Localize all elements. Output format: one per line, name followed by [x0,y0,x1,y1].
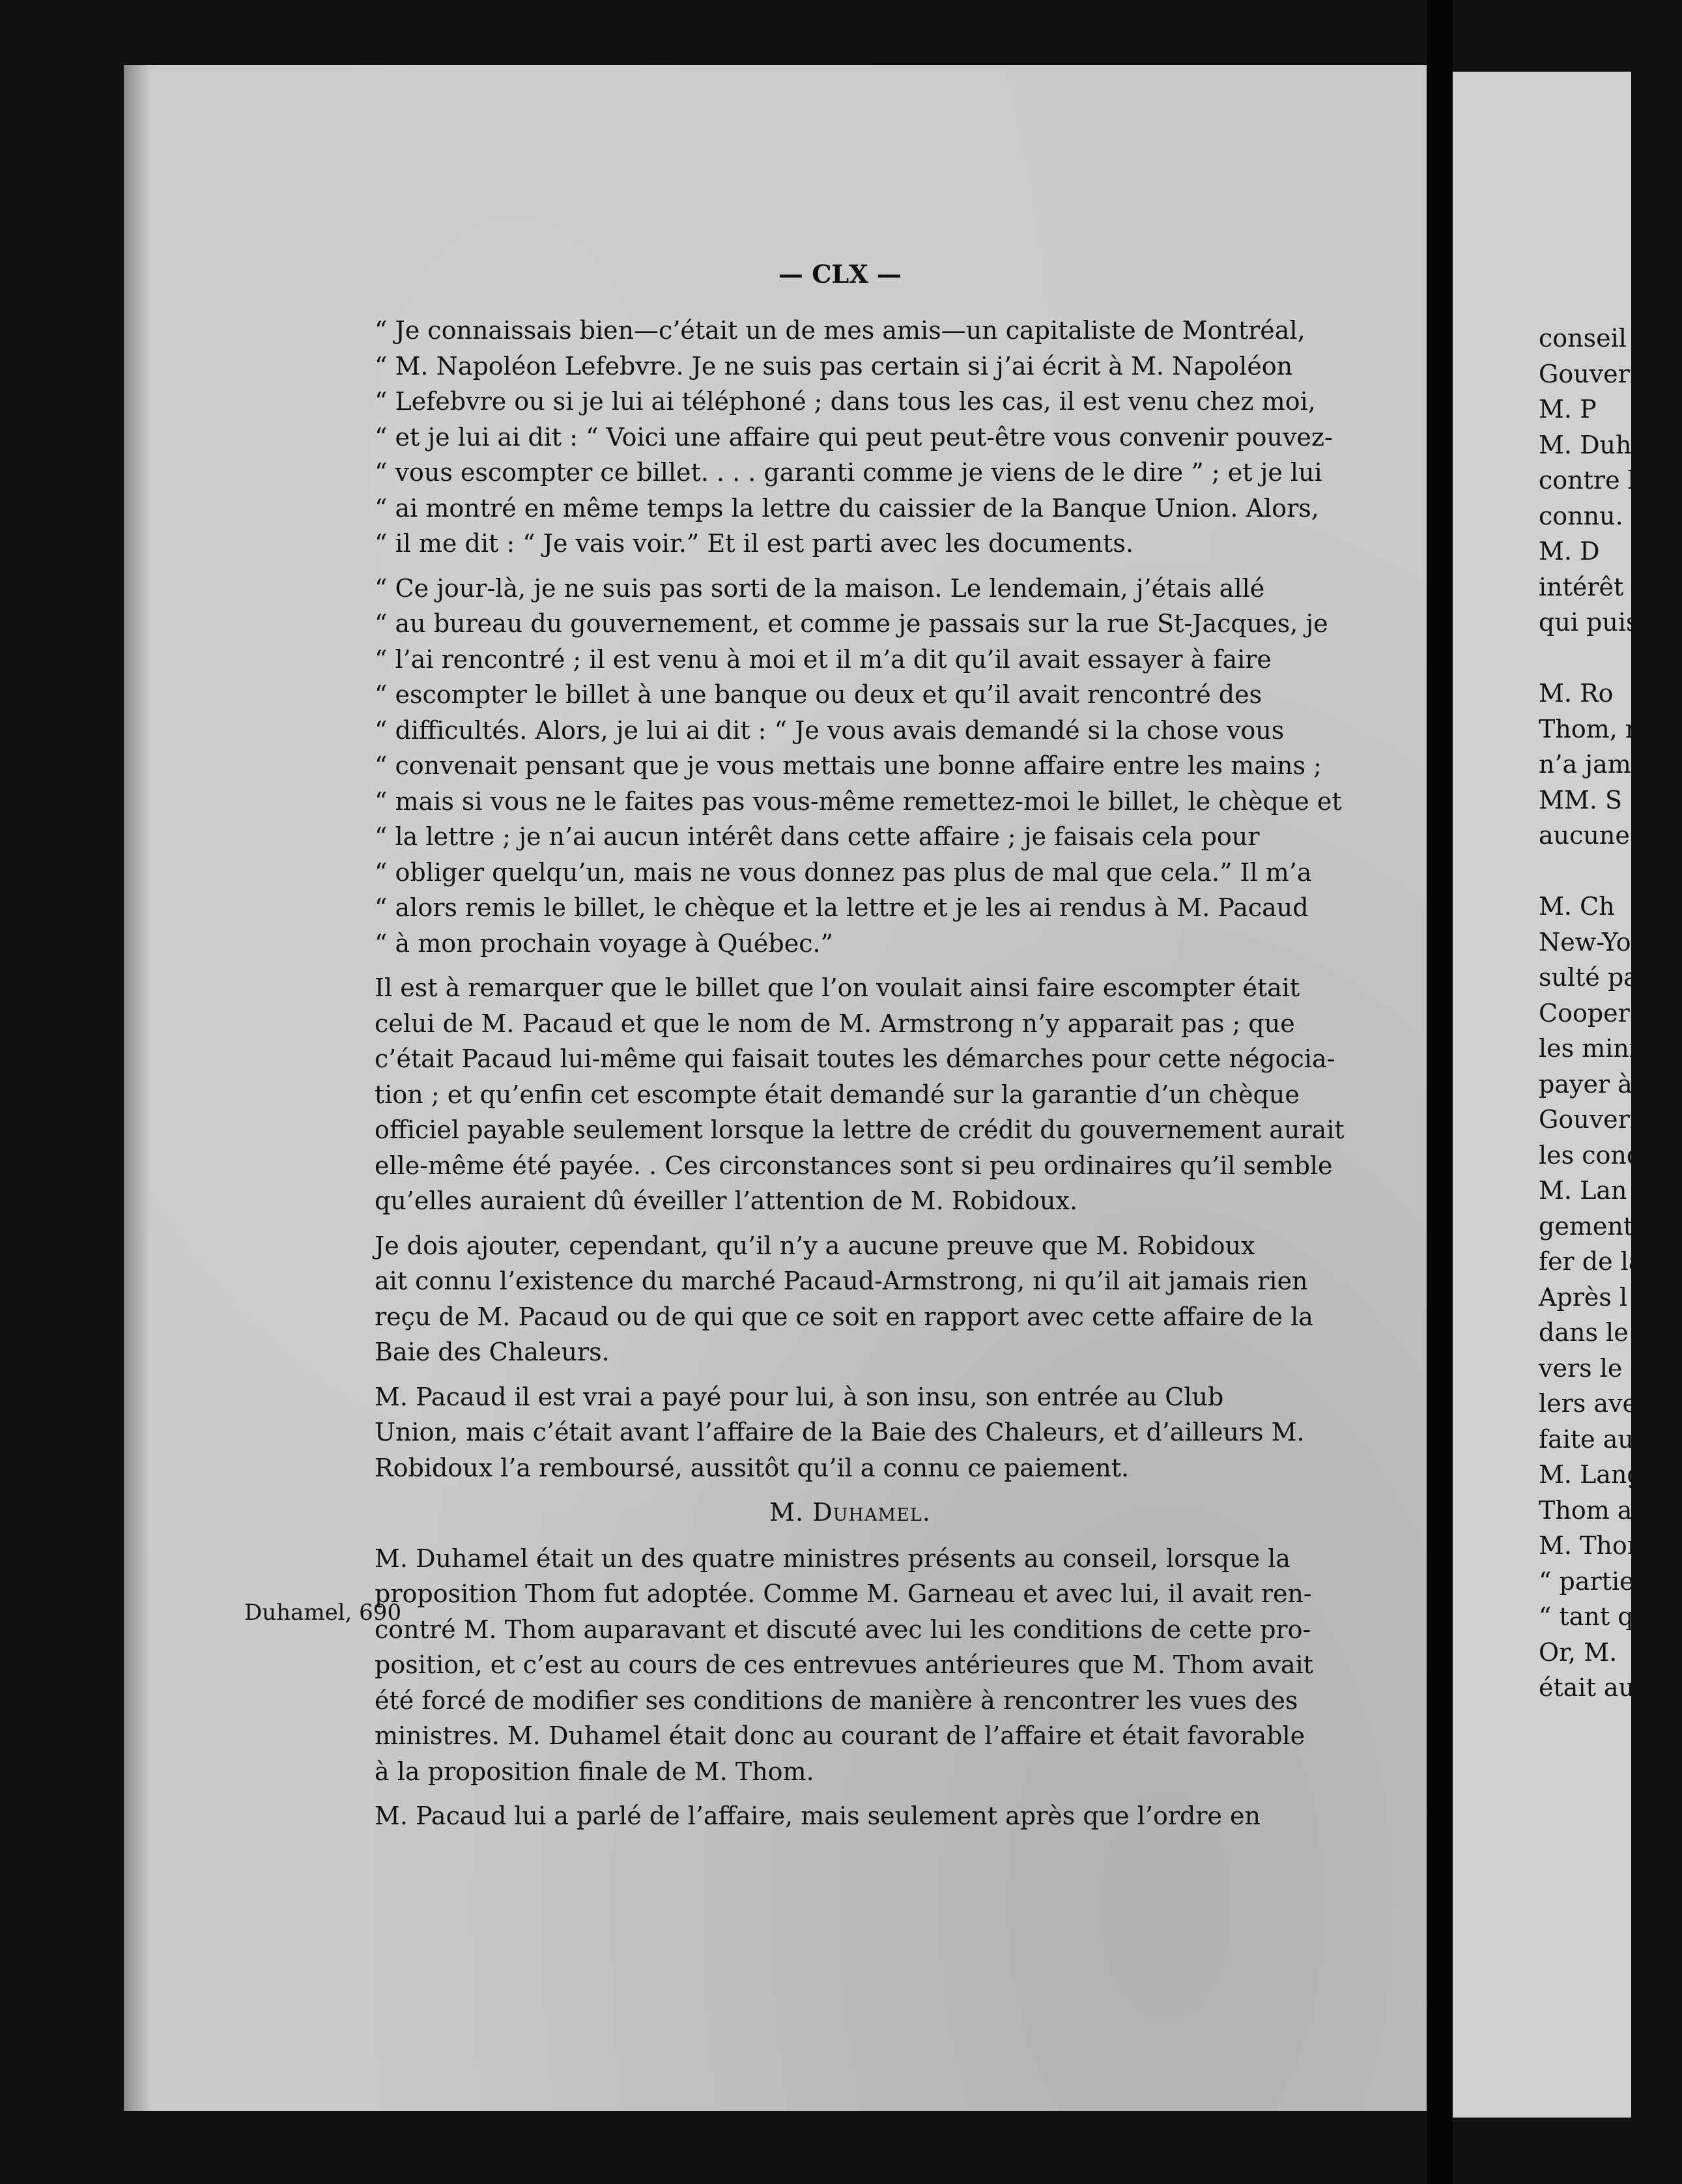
main-text [375,313,1345,1843]
text-line: “ alors remis le billet, le chèque et la lettre et je les ai rendus à M. Pacaud [375,893,1309,922]
text-line: M. Duhamel était un des quatre ministres présents au conseil, lorsque la [375,1544,1290,1573]
right-page-line: M. Lan [1539,1176,1627,1205]
text-line: “ la lettre ; je n’ai aucun intérêt dans cette affaire ; je faisais cela pour [375,822,1260,851]
text-line: “ au bureau du gouvernement, et comme je passais sur la rue St-Jacques, je [375,609,1328,638]
right-page-line: M. P [1539,395,1597,424]
text-line: “ M. Napoléon Lefebvre. Je ne suis pas certain si j’ai écrit à M. Napoléon [375,351,1293,381]
right-page-line: Gouvern [1539,359,1646,388]
text-line: reçu de M. Pacaud ou de qui que ce soit en rapport avec cette affaire de la [375,1302,1313,1331]
text-line: Robidoux l’a remboursé, aussitôt qu’il a connu ce paiement. [375,1453,1130,1482]
text-line: tion ; et qu’enfin cet escompte était demandé sur la garantie d’un chèque [375,1080,1300,1109]
paragraph [375,970,1345,1219]
right-page-line: faite au n [1539,1424,1658,1454]
text-line: “ obliger quelqu’un, mais ne vous donnez pas plus de mal que cela.” Il m’a [375,857,1312,887]
text-line: “ l’ai rencontré ; il est venu à moi et il m’a dit qu’il avait essayer à faire [375,644,1272,674]
text-line: “ il me dit : “ Je vais voir.” Et il est parti avec les documents. [375,529,1133,558]
text-line: à la proposition finale de M. Thom. [375,1757,814,1786]
right-page-line: connu. [1539,501,1623,530]
text-line: c’était Pacaud lui-même qui faisait toutes les démarches pour cette négocia- [375,1044,1335,1073]
text-line: “ Ce jour-là, je ne suis pas sorti de la maison. Le lendemain, j’étais allé [375,573,1265,603]
paragraph [375,1798,1326,1834]
paragraph [375,571,1342,962]
right-page-line: fer de la [1539,1247,1644,1276]
text-line: “ escompter le billet à une banque ou deux et qu’il avait rencontré des [375,680,1262,709]
right-page-line: sulté par [1539,963,1651,992]
right-page-line: les condit [1539,1140,1661,1170]
paragraph [375,1228,1326,1370]
paragraphs-before-heading [375,313,1345,1486]
right-page-line: New-Yor [1539,927,1643,956]
text-line: “ Je connaissais bien—c’était un de mes amis—un capitaliste de Montréal, [375,316,1305,345]
right-page-line [1539,640,1682,676]
right-page-line: conseil [1539,324,1627,352]
right-page-line: lers avec [1539,1389,1651,1418]
section-heading: M. Duhamel. [769,1498,931,1527]
text-line: elle-même été payée. . Ces circonstances sont si peu ordinaires qu’il semble [375,1151,1333,1180]
right-page-line: dans le su [1539,1318,1665,1347]
text-line: Union, mais c’était avant l’affaire de la Baie des Chaleurs, et d’ailleurs M. [375,1418,1305,1446]
text-line: “ à mon prochain voyage à Québec.” [375,928,834,958]
text-line: proposition Thom fut adoptée. Comme M. Garneau et avec lui, il avait ren- [375,1579,1312,1608]
right-page-line: n’a jama [1539,750,1646,779]
text-line: officiel payable seulement lorsque la lettre de crédit du gouvernement aurait [375,1115,1345,1144]
right-page-line: qui puis [1539,608,1639,637]
right-page-line [1539,854,1682,889]
right-page-line: les minis [1539,1034,1650,1063]
right-page-text [1539,321,1682,1706]
text-line: Je dois ajouter, cependant, qu’il n’y a aucune preuve que M. Robidoux [375,1231,1255,1260]
right-page-line: contre l [1539,466,1636,495]
page-number: — CLX — [778,259,902,289]
paragraph [375,1541,1326,1790]
right-page-line: M. Ro [1539,679,1614,708]
paragraph [375,1379,1326,1486]
text-line: ait connu l’existence du marché Pacaud-Armstrong, ni qu’il ait jamais rien [375,1267,1308,1295]
right-page-line: M. Ch [1539,892,1615,921]
text-line: qu’elles auraient dû éveiller l’attention de M. Robidoux. [375,1186,1078,1215]
right-page-line: était aussi [1539,1673,1668,1702]
right-page-line: M. Langel [1539,1460,1666,1489]
text-line: “ convenait pensant que je vous mettais une bonne affaire entre les mains ; [375,751,1322,780]
text-line: “ mais si vous ne le faites pas vous-même remettez-moi le billet, le chèque et [375,786,1342,816]
text-line: position, et c’est au cours de ces entrevues antérieures que M. Thom avait [375,1650,1313,1679]
page-shadow [124,65,150,2111]
text-line: Baie des Chaleurs. [375,1338,610,1366]
right-page-line: M. Duh [1539,430,1632,459]
paragraph [375,313,1333,562]
text-line: “ et je lui ai dit : “ Voici une affaire qui peut peut-être vous convenir pouvez- [375,422,1333,452]
paragraphs-after-heading [375,1541,1326,1834]
text-line: contré M. Thom auparavant et discuté avec lui les conditions de cette pro- [375,1615,1311,1644]
right-page-line: Or, M. [1539,1637,1618,1667]
text-line: “ vous escompter ce billet. . . . garanti comme je viens de le dire ” ; et je lui [375,458,1322,487]
right-page-line: payer à t [1539,1069,1651,1099]
text-line: “ ai montré en même temps la lettre du caissier de la Banque Union. Alors, [375,493,1319,523]
right-page-line: Cooper et [1539,998,1662,1027]
text-line: celui de M. Pacaud et que le nom de M. Armstrong n’y apparait pas ; que [375,1009,1295,1038]
right-page-line: Gouverne [1539,1105,1661,1134]
text-line: “ difficultés. Alors, je lui ai dit : “ Je vous avais demandé si la chose vous [375,715,1285,745]
text-line: “ Lefebvre ou si je lui ai téléphoné ; dans tous les cas, il est venu chez moi, [375,387,1316,416]
right-page-line: “ tant que [1539,1602,1664,1631]
text-line: été forcé de modifier ses conditions de manière à rencontrer les vues des [375,1686,1298,1715]
right-page-line: M. D [1539,537,1600,566]
right-page-line: “ partie d [1539,1566,1658,1596]
text-line: M. Pacaud il est vrai a payé pour lui, à son insu, son entrée au Club [375,1382,1224,1411]
right-page-line: M. Thom [1539,1531,1651,1560]
book-gutter [1427,0,1453,2184]
right-page-line: Après l [1539,1282,1628,1312]
right-page-line: Thom, m [1539,714,1649,743]
margin-note: Duhamel, 690 [244,1600,402,1626]
text-line: M. Pacaud lui a parlé de l’affaire, mais seulement après que l’ordre en [375,1802,1261,1830]
right-page-line: intérêt c [1539,572,1646,601]
text-line: Il est à remarquer que le billet que l’on voulait ainsi faire escompter était [375,973,1300,1002]
right-page-line: aucune c [1539,821,1652,850]
right-page-line: vers le 12 [1539,1353,1662,1383]
text-line: ministres. M. Duhamel était donc au courant de l’affaire et était favorable [375,1721,1305,1750]
right-page-line: MM. S [1539,785,1623,814]
right-page-line: gements f [1539,1211,1663,1241]
right-page-line: Thom a ét [1539,1495,1665,1525]
